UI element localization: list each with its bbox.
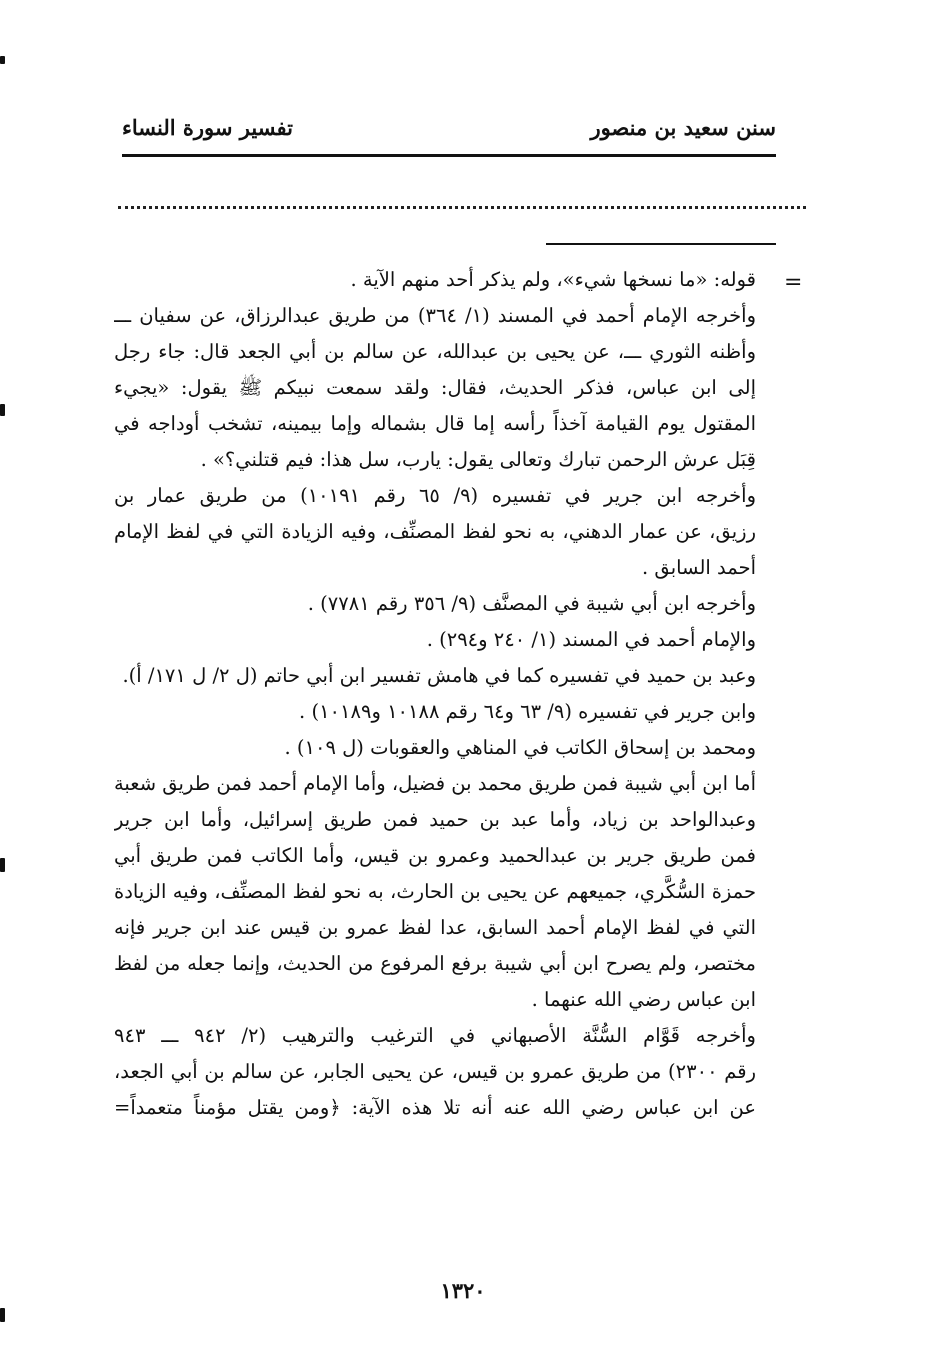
text-line: ابن عباس رضي الله عنهما . xyxy=(531,988,756,1011)
text-line: المقتول يوم القيامة آخذاً رأسه إما قال بشماله وإما بيمينه، تشخب أوداجه في xyxy=(114,412,756,435)
footnote-text-block xyxy=(114,262,756,1270)
text-line: مختصر، ولم يصرح ابن أبي شيبة برفع المرفوع من الحديث، وإنما جعله من لفظ xyxy=(114,952,756,975)
header-chapter-title: تفسير سورة النساء xyxy=(122,114,293,140)
text-line: وأخرجه الإمام أحمد في المسند (١/ ٣٦٤) من طريق عبدالرزاق، عن سفيان ـــ xyxy=(114,304,756,327)
text-line: أما ابن أبي شيبة فمن طريق محمد بن فضيل، وأما الإمام أحمد فمن طريق شعبة xyxy=(114,772,756,795)
text-line: قِبَل عرش الرحمن تبارك وتعالى يقول: يارب، سل هذا: فيم قتلني؟» . xyxy=(200,448,756,471)
text-line: قوله: «ما نسخها شيء»، ولم يذكر أحد منهم الآية . xyxy=(350,268,756,291)
scan-edge-mark xyxy=(0,404,5,416)
footnote-continuation-marker: = xyxy=(784,270,803,295)
scan-edge-mark xyxy=(0,56,5,64)
text-line: فمن طريق جرير بن عبدالحميد وعمرو بن قيس، وأما الكاتب فمن طريق أبي xyxy=(114,844,756,867)
running-header xyxy=(122,112,776,142)
scan-edge-mark xyxy=(0,858,5,872)
text-line: وابن جرير في تفسيره (٩/ ٦٣ و٦٤ رقم ١٠١٨٨ و١٠١٨٩) . xyxy=(299,700,756,723)
dotted-separator xyxy=(118,206,806,209)
text-line: ومحمد بن إسحاق الكاتب في المناهي والعقوبات (ل ١٠٩) . xyxy=(284,736,756,759)
text-line: وعبدالواحد بن زياد، وأما عبد بن حميد فمن طريق إسرائيل، وأما ابن جرير xyxy=(114,808,756,831)
footnote-separator-rule xyxy=(546,243,776,245)
text-line: وأخرجه ابن أبي شيبة في المصنَّف (٩/ ٣٥٦ رقم ٧٧٨١) . xyxy=(307,592,756,615)
text-line: رزيق، عن عمار الدهني، به نحو لفظ المصنِّف، وفيه الزيادة التي في لفظ الإمام xyxy=(114,520,756,543)
page-number: ١٣٢٠ xyxy=(440,1278,486,1303)
text-line: وأظنه الثوري ـــ، عن يحيى بن عبدالله، عن سالم بن أبي الجعد قال: جاء رجل xyxy=(114,340,756,363)
text-line: والإمام أحمد في المسند (١/ ٢٤٠ و٢٩٤) . xyxy=(426,628,756,651)
header-rule xyxy=(122,154,776,157)
text-line: وأخرجه ابن جرير في تفسيره (٩/ ٦٥ رقم ١٠١٩١) من طريق عمار بن xyxy=(114,484,756,507)
text-line: حمزة السُّكَّري، جميعهم عن يحيى بن الحارث، به نحو لفظ المصنِّف، وفيه الزيادة xyxy=(114,880,756,903)
text-line: وأخرجه قَوَّام السُّنَّة الأصبهاني في الترغيب والترهيب (٢/ ٩٤٢ ـــ ٩٤٣ xyxy=(114,1024,756,1047)
text-line: إلى ابن عباس، فذكر الحديث، فقال: ولقد سمعت نبيكم ﷺ يقول: «يجيء xyxy=(114,376,756,399)
header-book-title: سنن سعيد بن منصور xyxy=(590,114,776,140)
text-line: أحمد السابق . xyxy=(642,556,756,579)
text-line: عن ابن عباس رضي الله عنه أنه تلا هذه الآية: ﴿ومن يقتل مؤمناً متعمداً= xyxy=(114,1096,756,1119)
text-line: وعبد بن حميد في تفسيره كما في هامش تفسير ابن أبي حاتم (ل ٢/ ل ١٧١/ أ). xyxy=(122,664,756,687)
text-line: التي في لفظ الإمام أحمد السابق، عدا لفظ عمرو بن قيس عند ابن جرير فإنه xyxy=(114,916,756,939)
scan-edge-mark xyxy=(0,1308,5,1322)
text-line: رقم ٢٣٠٠) من طريق عمرو بن قيس، عن يحيى الجابر، عن سالم بن أبي الجعد، xyxy=(114,1060,756,1083)
